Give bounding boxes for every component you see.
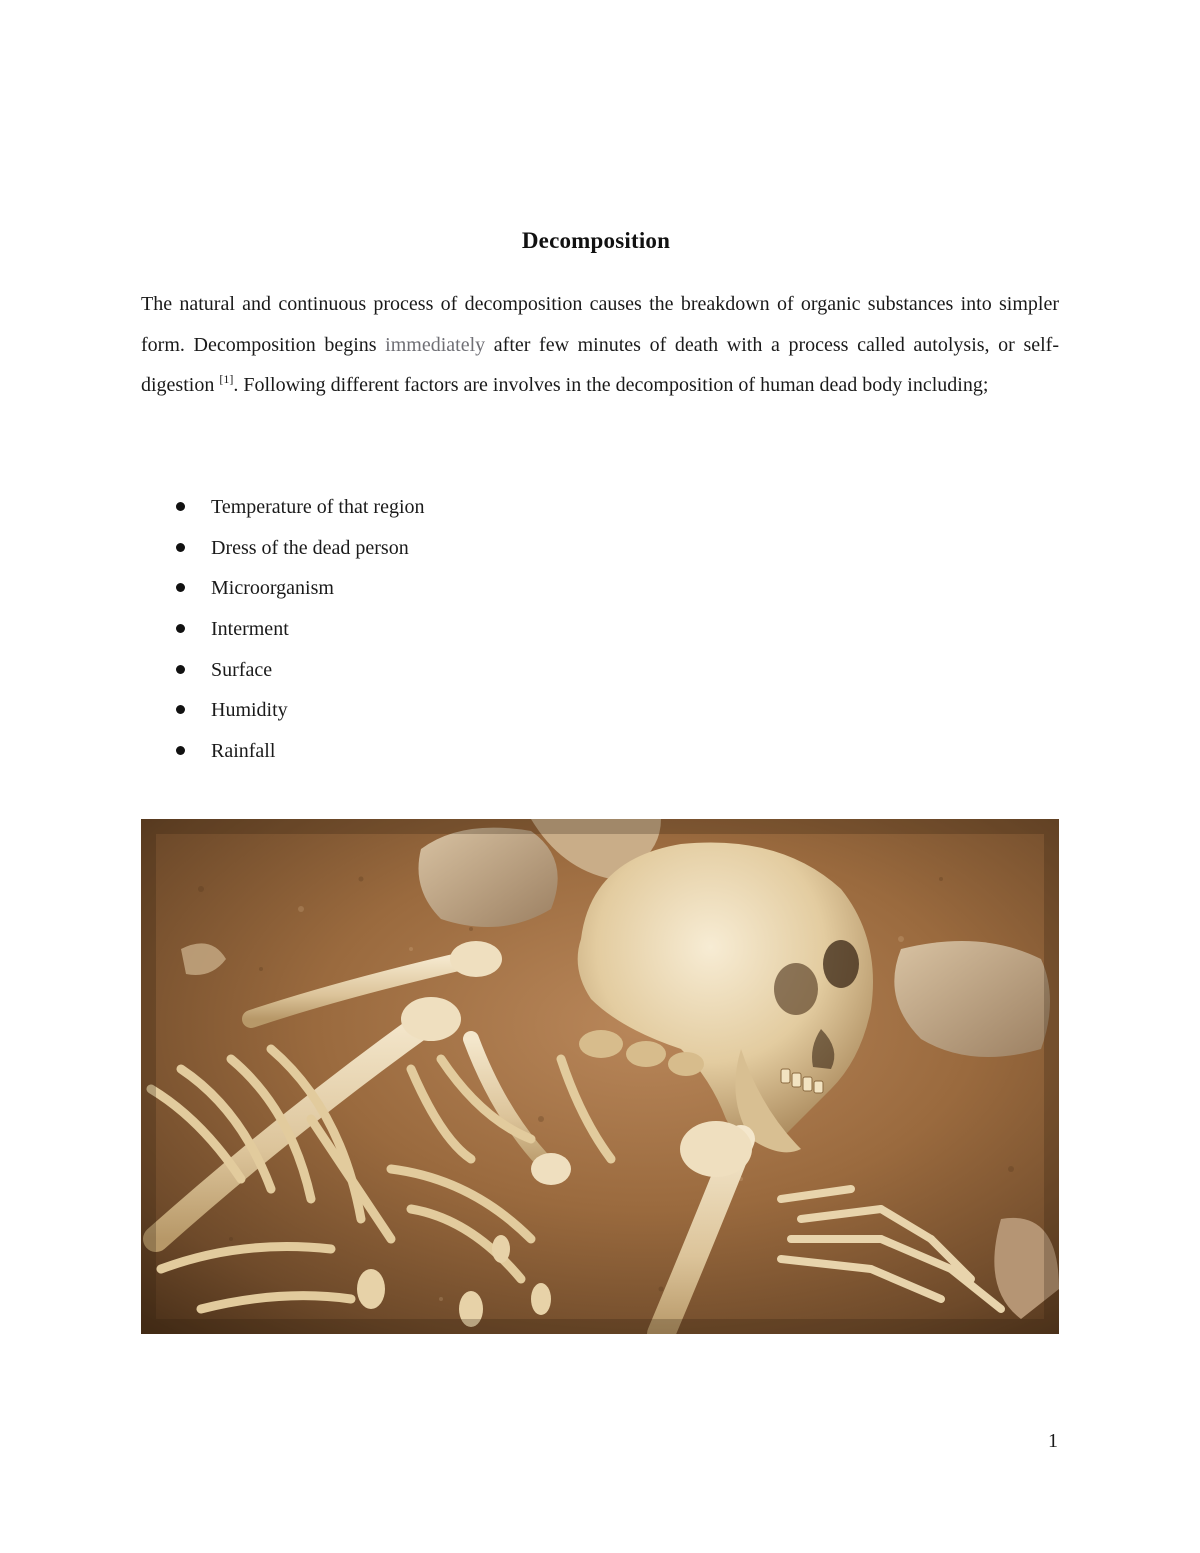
document-title: Decomposition [521, 228, 671, 253]
list-item [141, 690, 741, 731]
skeleton-photo [141, 819, 1059, 1334]
list-item [141, 487, 741, 528]
list-item [141, 609, 741, 650]
list-item-label: Interment [211, 618, 289, 641]
factors-list [141, 487, 741, 772]
bullet-icon [176, 665, 185, 674]
page-number: 1 [1048, 1430, 1058, 1452]
list-item [141, 528, 741, 569]
bullet-icon [176, 543, 185, 552]
bullet-icon [176, 624, 185, 633]
paragraph-text-1: The natural and continuous process of decomposition causes the breakdown of organic substances into simpler form. Decomposition begins [141, 293, 1059, 356]
list-item [141, 650, 741, 691]
list-item-label: Surface [211, 658, 273, 681]
list-item-label: Temperature of that region [211, 496, 425, 518]
list-item-label: Humidity [211, 699, 288, 722]
paragraph-text-3: . Following different factors are involves in the decomposition of human dead body including; [233, 374, 989, 397]
list-item-label: Dress of the dead person [211, 536, 409, 559]
bullet-icon [176, 705, 185, 714]
list-item [141, 731, 741, 772]
citation-marker: [1] [219, 371, 234, 386]
list-item [141, 568, 741, 609]
skeleton-illustration [141, 819, 1059, 1334]
list-item-label: Microorganism [211, 577, 334, 600]
intro-paragraph [141, 284, 1059, 406]
paragraph-text-2: after few minutes of death with a process called autolysis, or self-digestion [141, 333, 1059, 397]
paragraph-highlight: immediately [385, 333, 486, 356]
bullet-icon [176, 583, 185, 592]
list-item-label: Rainfall [211, 740, 276, 763]
bullet-icon [176, 502, 185, 511]
bullet-icon [176, 746, 185, 755]
